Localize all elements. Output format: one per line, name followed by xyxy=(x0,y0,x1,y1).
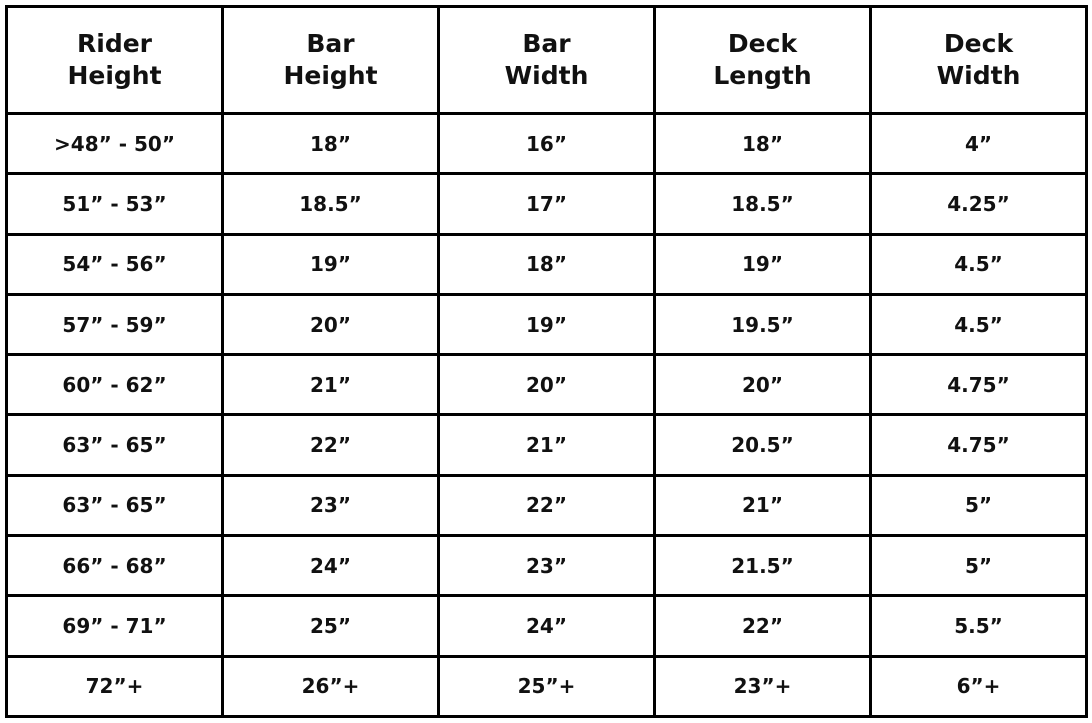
table-row xyxy=(7,656,1087,716)
cell-deck-width: 5.5” xyxy=(871,596,1087,656)
cell-bar-height: 23” xyxy=(223,475,439,535)
table-row xyxy=(7,234,1087,294)
cell-rider-height: 51” - 53” xyxy=(7,174,223,234)
cell-bar-height: 22” xyxy=(223,415,439,475)
header-bar-width-line-2: Width xyxy=(504,61,589,90)
cell-deck-length: 20.5” xyxy=(655,415,871,475)
cell-bar-width: 23” xyxy=(439,536,655,596)
cell-bar-width: 19” xyxy=(439,294,655,354)
table-row xyxy=(7,596,1087,656)
cell-bar-width: 25”+ xyxy=(439,656,655,716)
cell-deck-length: 23”+ xyxy=(655,656,871,716)
cell-deck-width: 4.5” xyxy=(871,294,1087,354)
cell-bar-height: 24” xyxy=(223,536,439,596)
cell-deck-length: 22” xyxy=(655,596,871,656)
header-rider-height-line-1: Rider xyxy=(77,29,152,58)
cell-deck-width: 4” xyxy=(871,114,1087,174)
cell-bar-width: 20” xyxy=(439,355,655,415)
header-deck-width-line-1: Deck xyxy=(943,29,1014,58)
header-rider-height xyxy=(7,7,223,114)
cell-rider-height: 54” - 56” xyxy=(7,234,223,294)
cell-deck-width: 5” xyxy=(871,475,1087,535)
header-bar-height-line-2: Height xyxy=(283,61,378,90)
cell-deck-length: 18” xyxy=(655,114,871,174)
table-row xyxy=(7,174,1087,234)
table-body xyxy=(7,114,1087,717)
header-deck-length-line-1: Deck xyxy=(727,29,798,58)
header-deck-length-line-2: Length xyxy=(713,61,812,90)
cell-bar-height: 21” xyxy=(223,355,439,415)
cell-deck-width: 4.25” xyxy=(871,174,1087,234)
cell-rider-height: 63” - 65” xyxy=(7,475,223,535)
table-row xyxy=(7,114,1087,174)
cell-bar-height: 19” xyxy=(223,234,439,294)
cell-rider-height: >48” - 50” xyxy=(7,114,223,174)
header-rider-height-line-2: Height xyxy=(67,61,162,90)
cell-deck-length: 18.5” xyxy=(655,174,871,234)
cell-rider-height: 63” - 65” xyxy=(7,415,223,475)
cell-rider-height: 57” - 59” xyxy=(7,294,223,354)
header-deck-width xyxy=(871,7,1087,114)
cell-deck-width: 4.5” xyxy=(871,234,1087,294)
cell-deck-width: 4.75” xyxy=(871,415,1087,475)
table-row xyxy=(7,355,1087,415)
cell-bar-height: 20” xyxy=(223,294,439,354)
cell-bar-height: 25” xyxy=(223,596,439,656)
table-row xyxy=(7,536,1087,596)
cell-bar-height: 26”+ xyxy=(223,656,439,716)
cell-bar-width: 17” xyxy=(439,174,655,234)
cell-bar-width: 21” xyxy=(439,415,655,475)
cell-deck-width: 6”+ xyxy=(871,656,1087,716)
header-deck-length xyxy=(655,7,871,114)
cell-bar-width: 22” xyxy=(439,475,655,535)
cell-rider-height: 60” - 62” xyxy=(7,355,223,415)
cell-bar-height: 18” xyxy=(223,114,439,174)
cell-deck-length: 21.5” xyxy=(655,536,871,596)
cell-deck-width: 5” xyxy=(871,536,1087,596)
table-row xyxy=(7,415,1087,475)
cell-bar-width: 18” xyxy=(439,234,655,294)
cell-rider-height: 69” - 71” xyxy=(7,596,223,656)
cell-bar-width: 24” xyxy=(439,596,655,656)
cell-deck-length: 19” xyxy=(655,234,871,294)
cell-rider-height: 66” - 68” xyxy=(7,536,223,596)
table-row xyxy=(7,475,1087,535)
header-deck-width-line-2: Width xyxy=(936,61,1021,90)
header-bar-height-line-1: Bar xyxy=(306,29,355,58)
header-row xyxy=(7,7,1087,114)
table-header xyxy=(7,7,1087,114)
cell-rider-height: 72”+ xyxy=(7,656,223,716)
header-bar-height xyxy=(223,7,439,114)
cell-deck-length: 21” xyxy=(655,475,871,535)
cell-deck-width: 4.75” xyxy=(871,355,1087,415)
cell-deck-length: 20” xyxy=(655,355,871,415)
header-bar-width-line-1: Bar xyxy=(522,29,571,58)
cell-bar-width: 16” xyxy=(439,114,655,174)
header-bar-width xyxy=(439,7,655,114)
cell-bar-height: 18.5” xyxy=(223,174,439,234)
cell-deck-length: 19.5” xyxy=(655,294,871,354)
size-chart-table xyxy=(5,5,1088,718)
table-row xyxy=(7,294,1087,354)
